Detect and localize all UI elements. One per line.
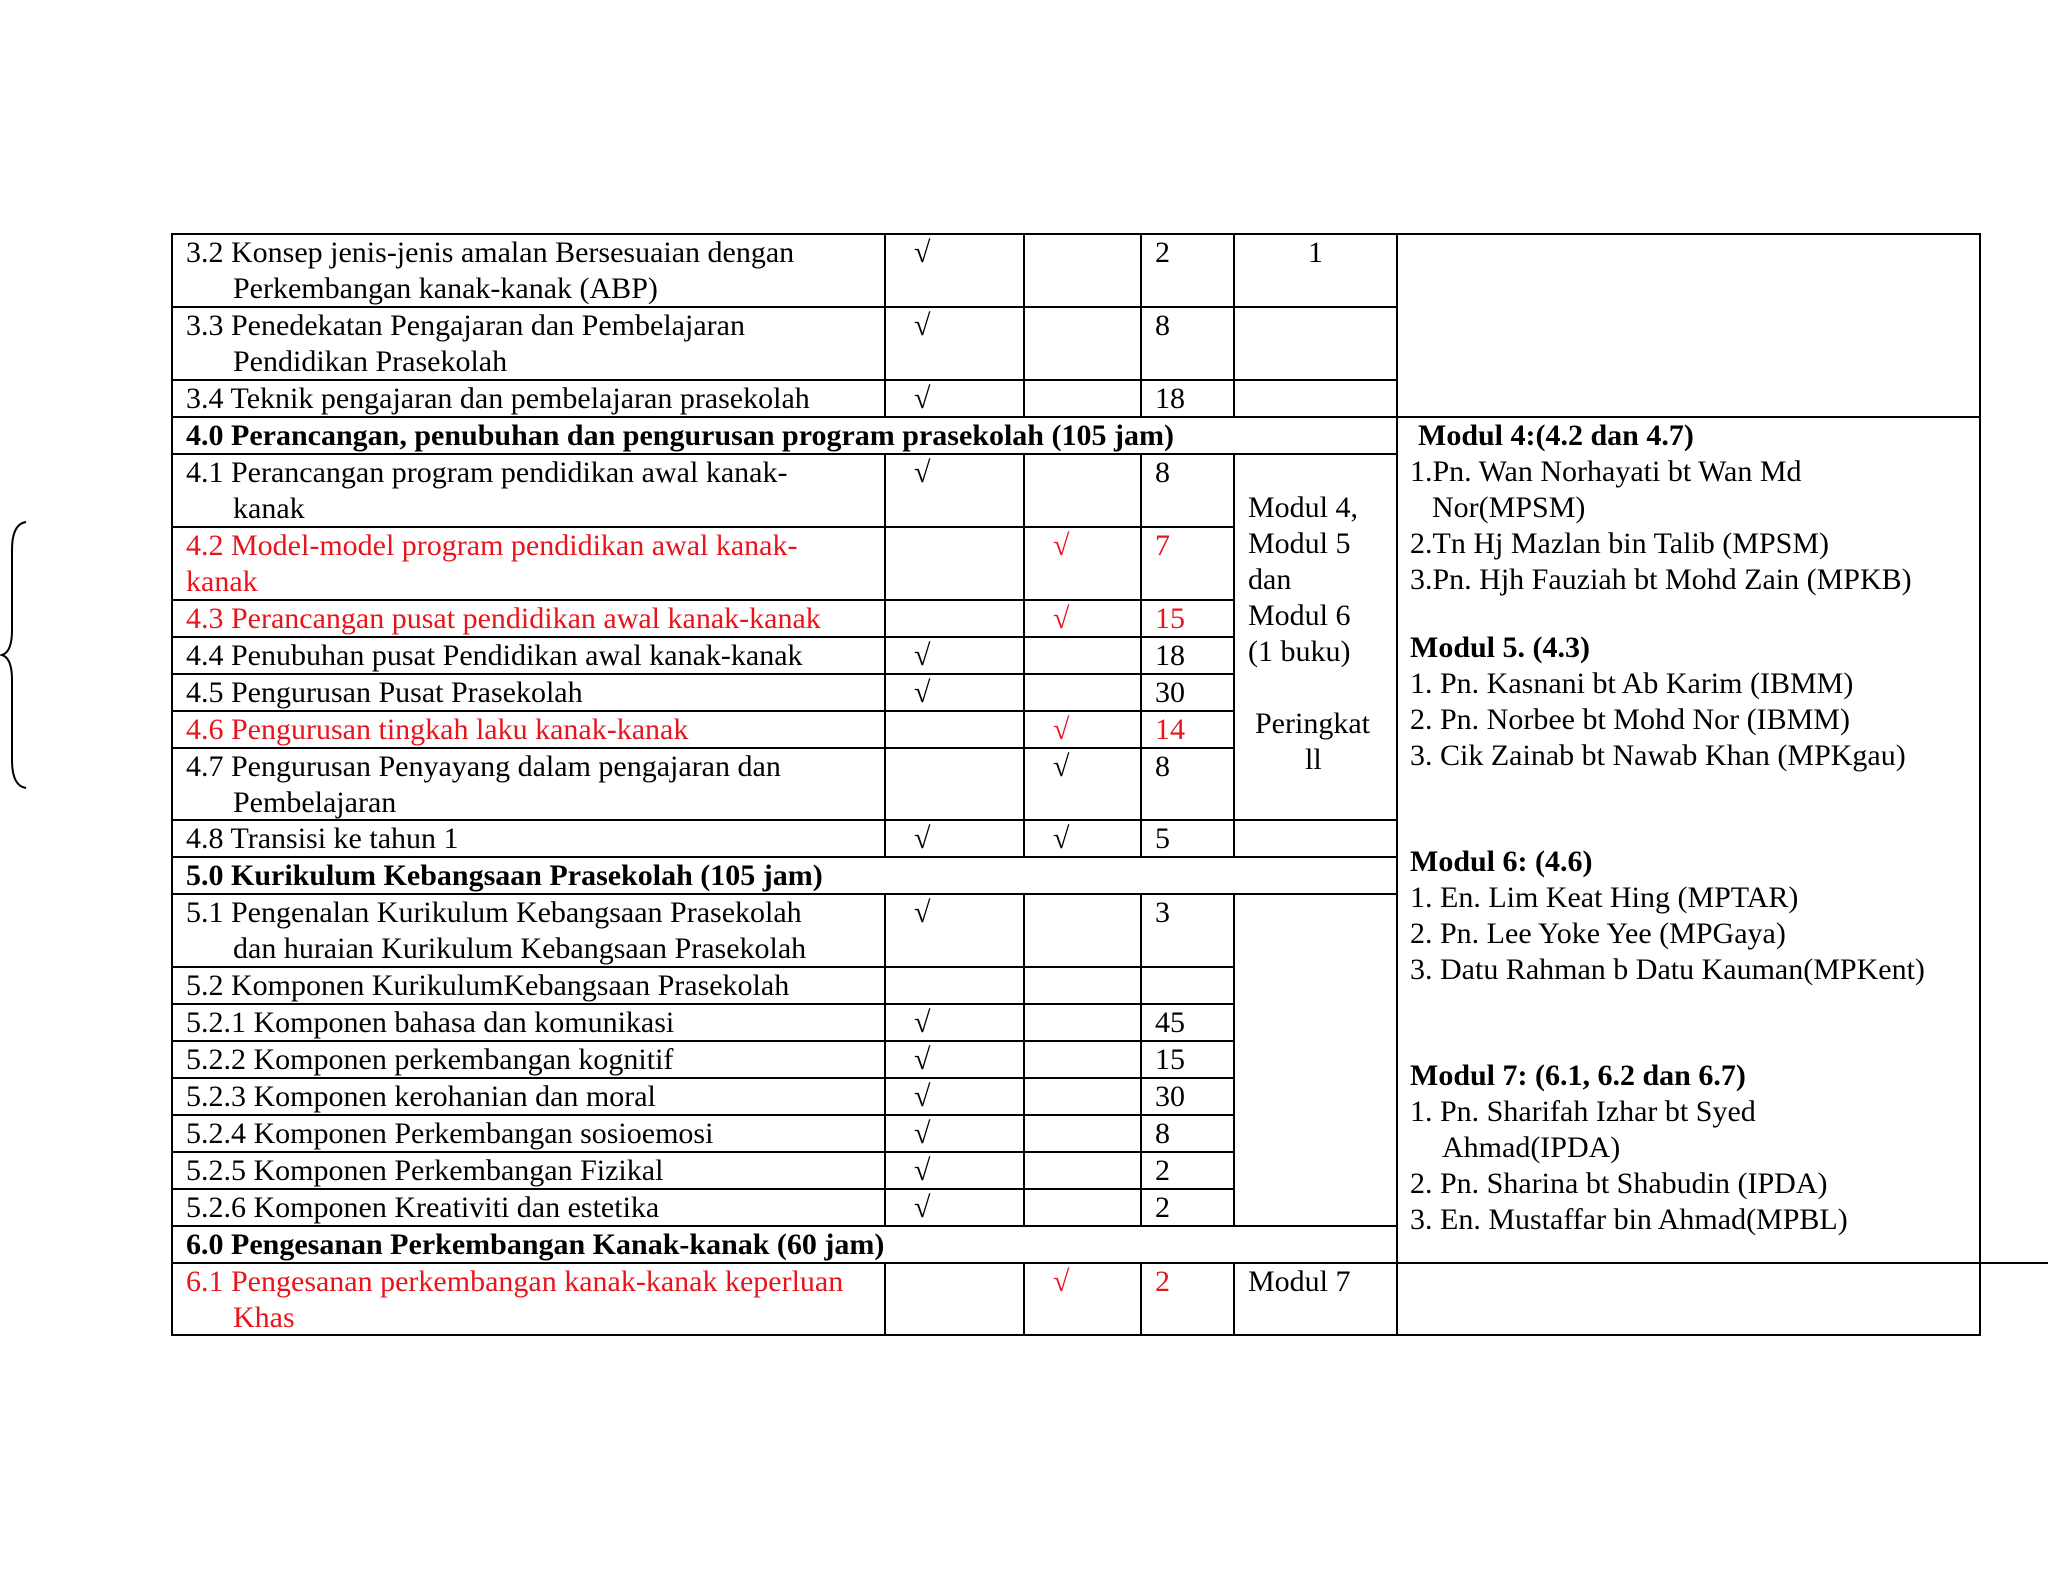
writer-name: 3. En. Mustaffar bin Ahmad(MPBL) xyxy=(1410,1203,1848,1236)
table-rule xyxy=(171,893,1398,895)
writer-name: 2. Pn. Lee Yoke Yee (MPGaya) xyxy=(1410,917,1786,950)
modul-label: ll xyxy=(1305,743,1322,776)
table-row-topic: 5.1 Pengenalan Kurikulum Kebangsaan Prasekolah xyxy=(186,896,802,929)
table-rule xyxy=(1023,453,1025,856)
table-rule xyxy=(1023,1262,1025,1334)
table-rule xyxy=(1233,1262,1235,1334)
table-rule xyxy=(884,893,886,1225)
hours-value: 30 xyxy=(1155,1080,1185,1113)
table-rule xyxy=(171,1262,1398,1264)
check-mark-1: √ xyxy=(914,1043,931,1076)
writer-name: 3. Datu Rahman b Datu Kauman(MPKent) xyxy=(1410,953,1925,986)
modul-label: Peringkat xyxy=(1255,707,1370,740)
table-rule xyxy=(1140,893,1142,1225)
table-rule xyxy=(171,306,1398,308)
writer-group-title: Modul 7: (6.1, 6.2 dan 6.7) xyxy=(1410,1059,1746,1092)
table-rule xyxy=(1233,893,1235,1225)
section-heading: 5.0 Kurikulum Kebangsaan Prasekolah (105 jam) xyxy=(186,859,823,892)
hours-value: 30 xyxy=(1155,676,1185,709)
table-rule xyxy=(171,1188,1235,1190)
check-mark-1: √ xyxy=(914,1006,931,1039)
table-row-topic: 6.1 Pengesanan perkembangan kanak-kanak keperluan xyxy=(186,1265,844,1298)
table-rule xyxy=(171,710,1235,712)
writer-group-title: Modul 4:(4.2 dan 4.7) xyxy=(1418,419,1694,452)
table-rule xyxy=(171,1151,1235,1153)
modul-label: Modul 6 xyxy=(1248,599,1351,632)
writer-name: 1. En. Lim Keat Hing (MPTAR) xyxy=(1410,881,1799,914)
check-mark-1: √ xyxy=(914,896,931,929)
table-rule xyxy=(884,233,886,416)
table-row-topic: 3.2 Konsep jenis-jenis amalan Bersesuaian dengan xyxy=(186,236,795,269)
table-row-topic: 5.2.4 Komponen Perkembangan sosioemosi xyxy=(186,1117,714,1150)
table-row-topic: 4.6 Pengurusan tingkah laku kanak-kanak xyxy=(186,713,689,746)
table-row-topic: 4.3 Perancangan pusat pendidikan awal kanak-kanak xyxy=(186,602,821,635)
check-mark-1: √ xyxy=(914,822,931,855)
table-rule xyxy=(171,673,1235,675)
table-row-topic-cont: Pembelajaran xyxy=(233,786,397,819)
modul-bottom: Modul 7 xyxy=(1248,1265,1351,1298)
table-row-topic: 4.1 Perancangan program pendidikan awal kanak- xyxy=(186,456,788,489)
check-mark-2: √ xyxy=(1053,1265,1070,1298)
check-mark-2: √ xyxy=(1053,750,1070,783)
check-mark-1: √ xyxy=(914,1080,931,1113)
table-rule xyxy=(1979,233,1981,1336)
hours-value: 2 xyxy=(1155,236,1170,269)
writer-name: 3. Cik Zainab bt Nawab Khan (MPKgau) xyxy=(1410,739,1906,772)
table-row-topic-cont: Perkembangan kanak-kanak (ABP) xyxy=(233,272,658,305)
table-rule xyxy=(171,599,1235,601)
table-row-topic-cont: kanak xyxy=(186,565,258,598)
hours-value: 18 xyxy=(1155,639,1185,672)
writer-name: 1.Pn. Wan Norhayati bt Wan Md xyxy=(1410,455,1802,488)
table-rule xyxy=(171,233,173,1336)
hours-value: 8 xyxy=(1155,309,1170,342)
hours-value: 8 xyxy=(1155,1117,1170,1150)
table-row-topic-cont: Khas xyxy=(233,1301,295,1334)
table-rule xyxy=(171,1077,1235,1079)
check-mark-2: √ xyxy=(1053,713,1070,746)
table-rule xyxy=(1396,1262,2048,1264)
table-rule xyxy=(171,526,1235,528)
table-rule xyxy=(171,379,1398,381)
curly-brace-icon xyxy=(0,520,30,790)
check-mark-1: √ xyxy=(914,676,931,709)
check-mark-1: √ xyxy=(914,309,931,342)
table-rule xyxy=(171,747,1235,749)
writer-name: 3.Pn. Hjh Fauziah bt Mohd Zain (MPKB) xyxy=(1410,563,1912,596)
table-rule xyxy=(171,966,1235,968)
modul-label: dan xyxy=(1248,563,1292,596)
table-rule xyxy=(171,1225,1398,1227)
check-mark-1: √ xyxy=(914,236,931,269)
table-rule xyxy=(1140,453,1142,856)
table-row-topic: 3.3 Penedekatan Pengajaran dan Pembelajaran xyxy=(186,309,745,342)
writer-name: 2. Pn. Sharina bt Shabudin (IPDA) xyxy=(1410,1167,1828,1200)
hours-value: 3 xyxy=(1155,896,1170,929)
modul-top-value: 1 xyxy=(1308,236,1323,269)
modul-label: Modul 5 xyxy=(1248,527,1351,560)
hours-value: 2 xyxy=(1155,1191,1170,1224)
hours-value: 8 xyxy=(1155,750,1170,783)
table-rule xyxy=(171,636,1235,638)
table-row-topic: 4.2 Model-model program pendidikan awal kanak- xyxy=(186,529,798,562)
table-rule xyxy=(1023,893,1025,1225)
table-rule xyxy=(884,453,886,856)
table-row-topic: 4.7 Pengurusan Penyayang dalam pengajaran dan xyxy=(186,750,781,783)
table-row-topic: 4.8 Transisi ke tahun 1 xyxy=(186,822,459,855)
table-row-topic-cont: kanak xyxy=(233,492,305,525)
table-rule xyxy=(171,1003,1235,1005)
modul-label: Modul 4, xyxy=(1248,491,1359,524)
modul-label: (1 buku) xyxy=(1248,635,1351,668)
table-rule xyxy=(1233,233,1235,416)
table-rule xyxy=(171,1334,1981,1336)
table-rule xyxy=(1396,233,1398,1336)
table-row-topic: 5.2.5 Komponen Perkembangan Fizikal xyxy=(186,1154,664,1187)
table-rule xyxy=(1023,233,1025,416)
writer-name: Ahmad(IPDA) xyxy=(1442,1131,1621,1164)
hours-value: 8 xyxy=(1155,456,1170,489)
table-row-topic: 5.2 Komponen KurikulumKebangsaan Prasekolah xyxy=(186,969,790,1002)
hours-value: 18 xyxy=(1155,382,1185,415)
check-mark-1: √ xyxy=(914,639,931,672)
table-row-topic: 4.4 Penubuhan pusat Pendidikan awal kanak-kanak xyxy=(186,639,803,672)
table-rule xyxy=(884,1262,886,1334)
table-rule xyxy=(1233,453,1235,856)
hours-value: 14 xyxy=(1155,713,1185,746)
hours-value: 15 xyxy=(1155,602,1185,635)
hours-value: 2 xyxy=(1155,1154,1170,1187)
section-heading: 4.0 Perancangan, penubuhan dan pengurusan program prasekolah (105 jam) xyxy=(186,419,1174,452)
check-mark-2: √ xyxy=(1053,529,1070,562)
table-row-topic: 3.4 Teknik pengajaran dan pembelajaran prasekolah xyxy=(186,382,810,415)
hours-value: 5 xyxy=(1155,822,1170,855)
check-mark-2: √ xyxy=(1053,602,1070,635)
section-heading: 6.0 Pengesanan Perkembangan Kanak-kanak (60 jam) xyxy=(186,1228,885,1261)
check-mark-1: √ xyxy=(914,456,931,489)
writer-name: 2. Pn. Norbee bt Mohd Nor (IBMM) xyxy=(1410,703,1850,736)
table-row-topic: 5.2.3 Komponen kerohanian dan moral xyxy=(186,1080,656,1113)
writer-group-title: Modul 6: (4.6) xyxy=(1410,845,1593,878)
table-rule xyxy=(171,416,1981,418)
table-row-topic: 5.2.2 Komponen perkembangan kognitif xyxy=(186,1043,674,1076)
table-row-topic: 5.2.6 Komponen Kreativiti dan estetika xyxy=(186,1191,660,1224)
table-rule xyxy=(171,856,1398,858)
check-mark-1: √ xyxy=(914,1191,931,1224)
hours-value: 7 xyxy=(1155,529,1170,562)
check-mark-1: √ xyxy=(914,382,931,415)
table-rule xyxy=(1140,233,1142,416)
hours-value: 2 xyxy=(1155,1265,1170,1298)
table-rule xyxy=(171,819,1398,821)
table-rule xyxy=(171,1040,1235,1042)
table-row-topic: 5.2.1 Komponen bahasa dan komunikasi xyxy=(186,1006,675,1039)
check-mark-1: √ xyxy=(914,1154,931,1187)
table-row-topic-cont: dan huraian Kurikulum Kebangsaan Prasekolah xyxy=(233,932,807,965)
table-rule xyxy=(171,233,1981,235)
table-rule xyxy=(171,1114,1235,1116)
table-rule xyxy=(1140,1262,1142,1334)
writer-name: 2.Tn Hj Mazlan bin Talib (MPSM) xyxy=(1410,527,1829,560)
writer-name: Nor(MPSM) xyxy=(1432,491,1586,524)
writer-name: 1. Pn. Kasnani bt Ab Karim (IBMM) xyxy=(1410,667,1854,700)
table-rule xyxy=(171,453,1398,455)
check-mark-1: √ xyxy=(914,1117,931,1150)
writer-name: 1. Pn. Sharifah Izhar bt Syed xyxy=(1410,1095,1756,1128)
table-row-topic-cont: Pendidikan Prasekolah xyxy=(233,345,508,378)
check-mark-2: √ xyxy=(1053,822,1070,855)
writer-group-title: Modul 5. (4.3) xyxy=(1410,631,1590,664)
table-row-topic: 4.5 Pengurusan Pusat Prasekolah xyxy=(186,676,583,709)
hours-value: 15 xyxy=(1155,1043,1185,1076)
hours-value: 45 xyxy=(1155,1006,1185,1039)
